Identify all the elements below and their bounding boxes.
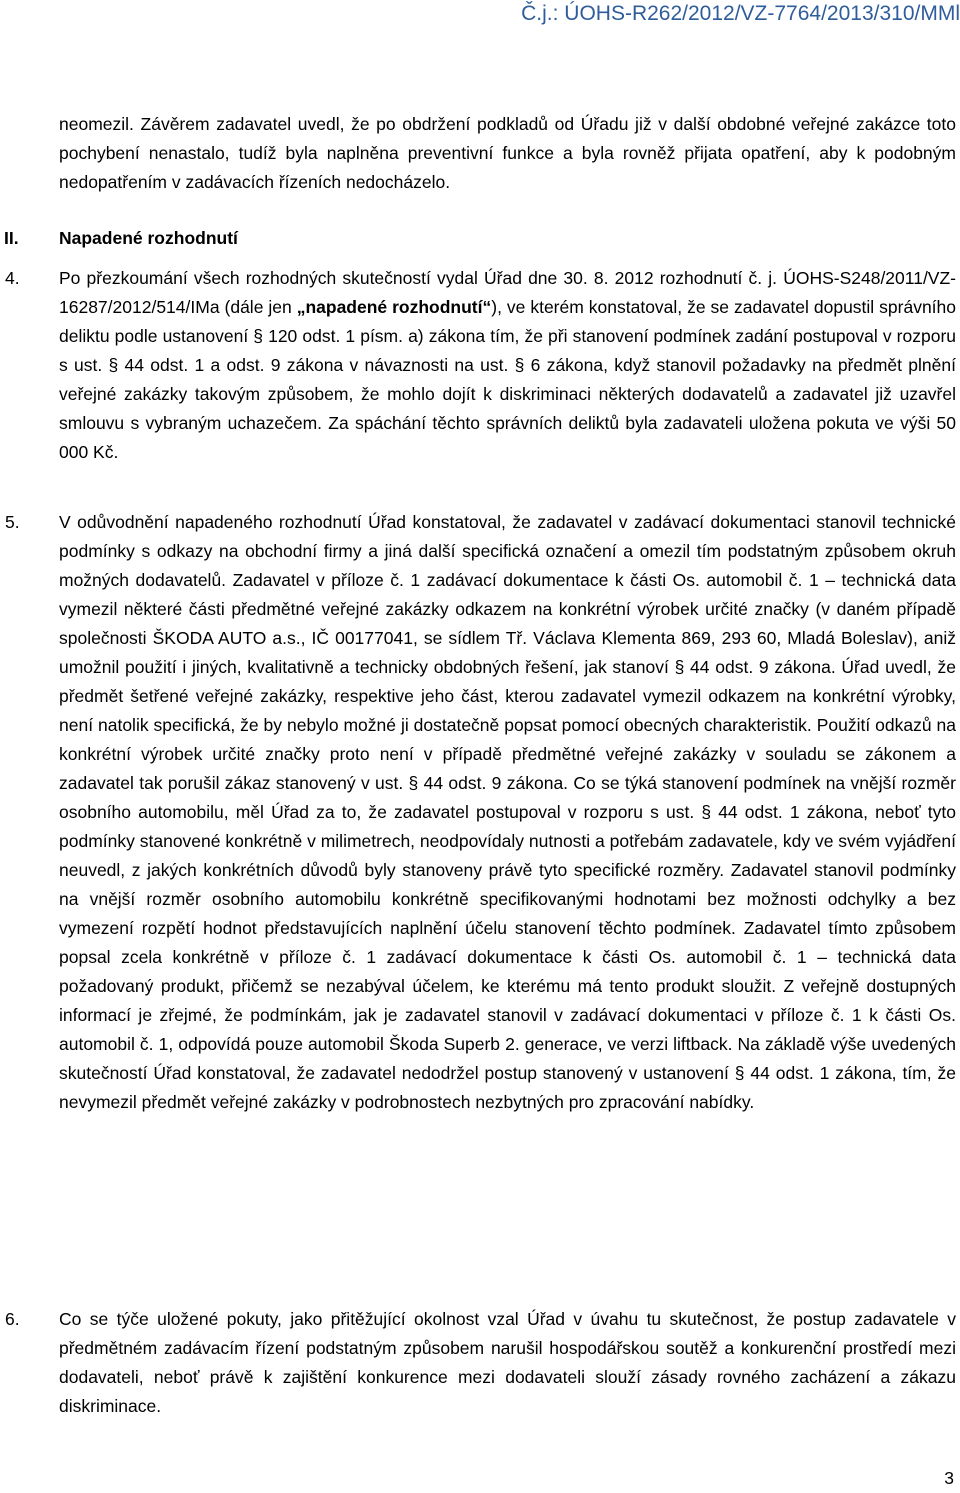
section-title: Napadené rozhodnutí [59, 228, 238, 248]
paragraph-4-number: 4. [5, 268, 20, 288]
section-number: II. [4, 228, 19, 248]
paragraph-4 [59, 264, 956, 467]
paragraph-4-text-b: ), ve kterém konstatoval, že se zadavatel dopustil správního deliktu podle ustanovení § 120 odst. 1 písm. a) zákona tím, že při stanovení podmínek zadání postupoval v rozporu s ust. § 44 odst. 1 a odst. 9 zákona v návaznosti na ust. § 6 zákona, když stanovil požadavky na předmět plnění veřejné zakázky takovým způsobem, že mohlo dojít k diskriminaci některých dodavatelů a zadavatel již uzavřel smlouvu s vybraným uchazečem. Za spáchání těchto správních deliktů byla zadavateli uložena pokuta ve výši 50 000 Kč. [59, 297, 956, 462]
paragraph-4-text-a: Po přezkoumání všech rozhodných skutečností vydal Úřad dne 30. 8. 2012 rozhodnutí č. j. ÚOHS-S248/2011/VZ-16287/2012/514/IMa (dále jen [59, 268, 956, 317]
paragraph-6-number: 6. [5, 1309, 20, 1329]
paragraph-6: Co se týče uložené pokuty, jako přitěžující okolnost vzal Úřad v úvahu tu skutečnost, že postup zadavatele v předmětném zadávacím řízení podstatným způsobem narušil hospodářskou soutěž a konkurenční prostředí mezi dodavateli, neboť právě k zajištění konkurence mezi dodavateli slouží zásady rovného zacházení a zákazu diskriminace. [59, 1309, 956, 1416]
page-number: 3 [944, 1468, 954, 1488]
paragraph-5-number: 5. [5, 512, 20, 532]
paragraph-5: V odůvodnění napadeného rozhodnutí Úřad konstatoval, že zadavatel v zadávací dokumentaci stanovil technické podmínky s odkazy na obchodní firmy a jiná další specifická označení a omezil tím podstatným způsobem okruh možných dodavatelů. Zadavatel v příloze č. 1 zadávací dokumentace k části Os. automobil č. 1 – technická data vymezil některé části předmětné veřejné zakázky odkazem na konkrétní výrobek určité značky (v daném případě společnosti ŠKODA AUTO a.s., IČ 00177041, se sídlem Tř. Václava Klementa 869, 293 60, Mladá Boleslav), aniž umožnil použití i jiných, kvalitativně a technicky obdobných řešení, jak stanoví § 44 odst. 9 zákona. Úřad uvedl, že předmět šetřené veřejné zakázky, respektive jeho část, kterou zadavatel vymezil odkazem na konkrétní výrobky, není natolik specifická, že by nebylo možné ji dostatečně popsat pomocí obecných charakteristik. Použití odkazů na konkrétní výrobek určité značky proto není v případě předmětné veřejné zakázky v souladu se zákonem a zadavatel tak porušil zákaz stanovený v ust. § 44 odst. 9 zákona. Co se týká stanovení podmínek na vnější rozměr osobního automobilu, měl Úřad za to, že zadavatel postupoval v rozporu s ust. § 44 odst. 1 zákona, neboť tyto podmínky stanovené konkrétně v milimetrech, neodpovídaly nutnosti a potřebám zadavatele, kdy ve svém vyjádření neuvedl, z jakých konkrétních důvodů byly stanoveny právě tyto specifické rozměry. Zadavatel stanovil podmínky na vnější rozměr osobního automobilu konkrétně specifikovanými hodnotami bez možnosti odchylky a bez vymezení rozpětí hodnot představujících naplnění účelu stanovení těchto podmínek. Zadavatel tímto způsobem popsal zcela konkrétně v příloze č. 1 zadávací dokumentace k části Os. automobil č. 1 – technická data požadovaný produkt, přičemž se nezabýval účelem, ke kterému má tento produkt sloužit. Z veřejně dostupných informací je zřejmé, že podmínkám, jak je zadavatel stanovil v zadávací dokumentaci v příloze č. 1 k části Os. automobil č. 1, odpovídá pouze automobil Škoda Superb 2. generace, ve verzi liftback. Na základě výše uvedených skutečností Úřad konstatoval, že zadavatel nedodržel postup stanovený v ustanovení § 44 odst. 1 zákona, tím, že nevymezil předmět veřejné zakázky v podrobnostech nezbytných pro zpracování nabídky. [59, 512, 956, 1112]
document-reference-number: Č.j.: ÚOHS-R262/2012/VZ-7764/2013/310/MMl [521, 2, 960, 25]
intro-paragraph: neomezil. Závěrem zadavatel uvedl, že po obdržení podkladů od Úřadu již v další obdobné veřejné zakázce toto pochybení nenastalo, tudíž byla naplněna preventivní funkce a byla rovněž přijata opatření, aby k podobným nedopatřením v zadávacích řízeních nedocházelo. [59, 114, 956, 192]
paragraph-4-bold-term: „napadené rozhodnutí“ [296, 297, 492, 317]
